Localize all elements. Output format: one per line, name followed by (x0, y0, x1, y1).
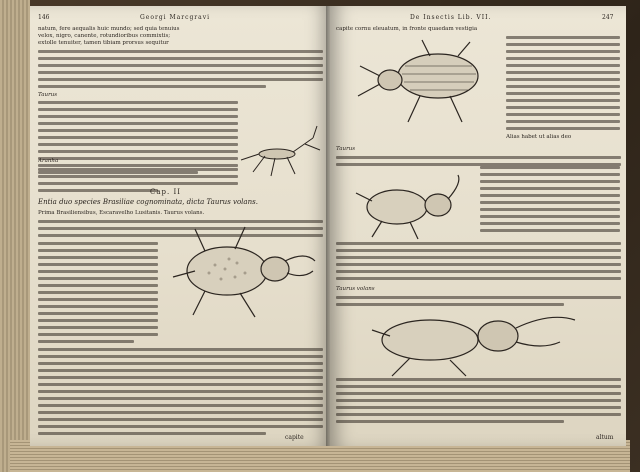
left-text-block-top (38, 50, 323, 92)
hercules-beetle-illustration (370, 298, 580, 378)
left-side-label-1: Taurus (38, 92, 58, 98)
rhinoceros-beetle-illustration-left (165, 221, 325, 321)
left-text-line-3: extolle tenuiter, tamen tibiam prorsus sequitur (38, 40, 169, 46)
left-page (30, 6, 330, 446)
left-running-head: Georgi Marcgravi (140, 14, 211, 21)
right-text-block-2 (336, 242, 621, 284)
horned-beetle-illustration (352, 171, 472, 241)
left-text-block-bottom (38, 348, 323, 439)
left-paragraph-start: Prima Brasiliensibus, Escaravelho Lusitanis. Taurus volans. (38, 210, 205, 216)
left-chapter-number: Cap. II (150, 188, 181, 196)
left-side-label-2: Aranha (38, 158, 59, 164)
right-side-label-1: Taurus (336, 146, 356, 152)
left-text-line-2: velox, nigro, canente, rotundioribus commixtis; (38, 33, 171, 39)
right-page (330, 6, 626, 446)
book-page-edges-left (0, 0, 30, 472)
right-text-column-top (506, 36, 620, 134)
right-running-head: De Insectis Lib. VII. (410, 14, 492, 21)
right-text-column-mid (480, 166, 620, 236)
left-text-block-mid2 (38, 168, 238, 196)
right-text-block-bottom (336, 378, 621, 427)
right-side-label-2: Taurus volans (336, 286, 375, 292)
left-catchword: capite (285, 434, 304, 441)
striped-beetle-illustration (350, 36, 500, 126)
right-catchword: altum (596, 434, 614, 441)
left-text-block-mid (38, 101, 238, 178)
left-section-heading: Entia duo species Brasiliae cognominata, dicta Taurus volans. (38, 198, 258, 206)
right-page-number: 247 (602, 14, 614, 21)
left-text-column-narrow (38, 242, 158, 347)
left-text-line-1: natum, fere aequalis huic mundo; sed quia tenuius (38, 26, 180, 32)
right-text-line-1: capite cornu eleuatum, in fronte quaedam vestigia (336, 26, 478, 32)
mantis-illustration (235, 116, 325, 186)
right-text-line-2: Alias habet ut alias deo (506, 134, 572, 140)
left-page-number: 146 (38, 14, 50, 21)
